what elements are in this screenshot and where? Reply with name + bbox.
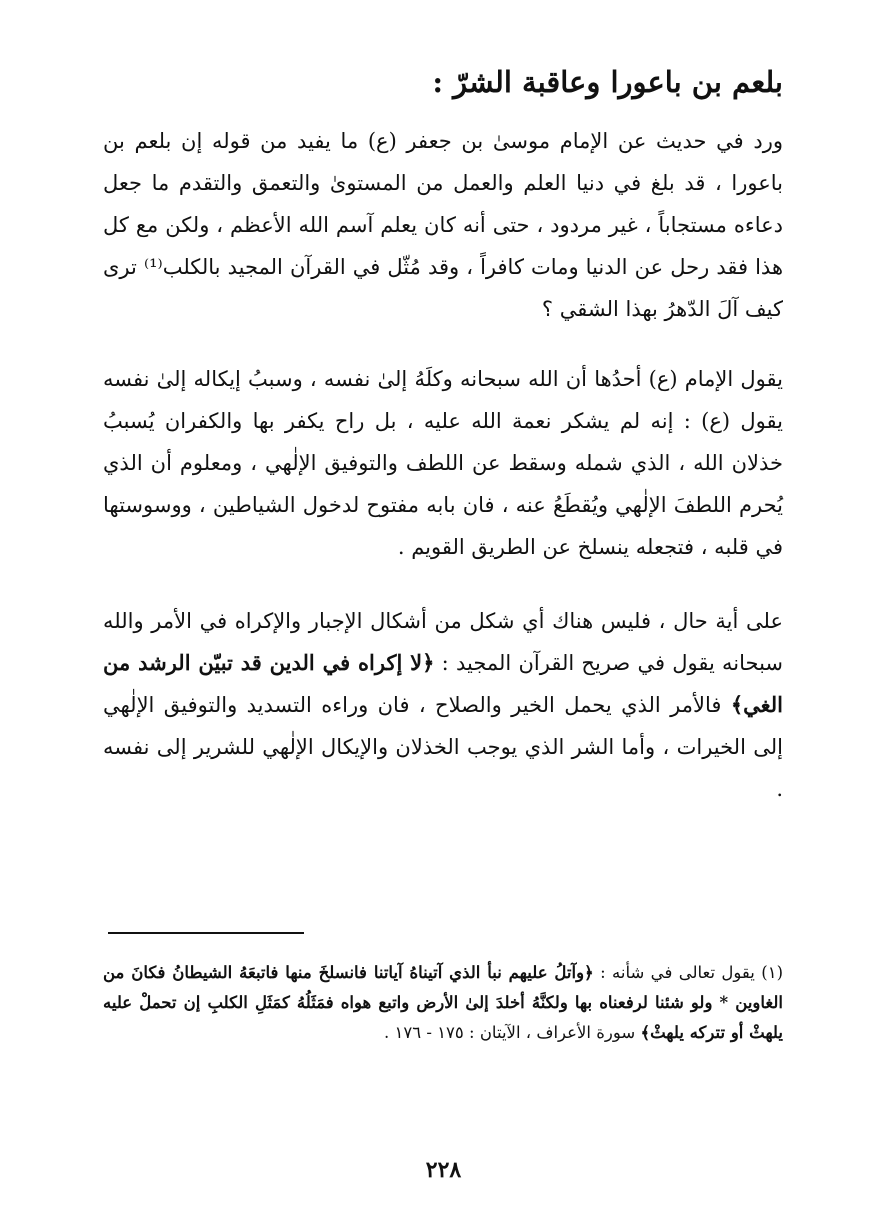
section-heading: بلعم بن باعورا وعاقبة الشرّ : [432, 65, 783, 99]
paragraph-1: ورد في حديث عن الإمام موسىٰ بن جعفر (ع) ما يفيد من قوله إن بلعم بن باعورا ، قد بلغ في دنيا العلم والعمل من المستوىٰ والتعمق والتقدم ما جعل دعاءه مستجاباً ، غير مردود ، حتى أنه كان يعلم آسم الله الأعظم ، ولكن مع كل هذا فقد رحل عن الدنيا ومات كافراً ، وقد مُثّل في القرآن المجيد بالكلب⁽¹⁾ ترى كيف آلَ الدّهرُ بهذا الشقي ؟ [103, 129, 784, 321]
paragraph-3 [103, 600, 783, 810]
quran-verse-quote: ﴿لا إكراه في الدين قد تبيّن الرشد من الغي﴾ [103, 650, 783, 717]
footnote [103, 958, 783, 1048]
footnote-text-after: سورة الأعراف ، الآيتان : ١٧٥ - ١٧٦ . [384, 1023, 641, 1042]
footnote-separator-line [108, 932, 304, 934]
footnote-text-before: (١) يقول تعالى في شأنه : [593, 963, 783, 982]
footnote-quran-verse: ﴿وآتلُ عليهم نبأ الذي آتيناهُ آياتنا فانسلخَ منها فاتبعَهُ الشيطانُ فكانَ من الغاوين * ولو شئنا لرفعناه بها ولكنَّهُ أخلدَ إلىٰ الأرض واتبع هواه فمَثَلُهُ كمَثَلِ الكلبِ إن تحملْ عليه يلهثْ أو تتركه يلهثْ﴾ [103, 963, 783, 1042]
paragraph-3-text-after: فالأمر الذي يحمل الخير والصلاح ، فان وراءه التسديد والتوفيق الإلٰهي إلى الخيرات ، وأما الشر الذي يوجب الخذلان والإيكال الإلٰهي للشرير إلى نفسه . [103, 693, 783, 801]
paragraph-2: يقول الإمام (ع) أحدُها أن الله سبحانه وكلَهُ إلىٰ نفسه ، وسببُ إيكاله إلىٰ نفسه يقول (ع) : إنه لم يشكر نعمة الله عليه ، بل راح يكفر بها والكفران يُسببُ خذلان الله ، الذي شمله وسقط عن اللطف والتوفيق الإلٰهي ، ومعلوم أن الذي يُحرم اللطفَ الإلٰهي ويُقطَعُ عنه ، فان بابه مفتوح لدخول الشياطين ، ووسوستها في قلبه ، فتجعله ينسلخ عن الطريق القويم . [103, 367, 783, 559]
page-number: ٢٢٨ [425, 1157, 462, 1183]
paragraph-3-text-before: على أية حال ، فليس هناك أي شكل من أشكال الإجبار والإكراه في الأمر والله سبحانه يقول في صريح القرآن المجيد : [103, 609, 783, 675]
